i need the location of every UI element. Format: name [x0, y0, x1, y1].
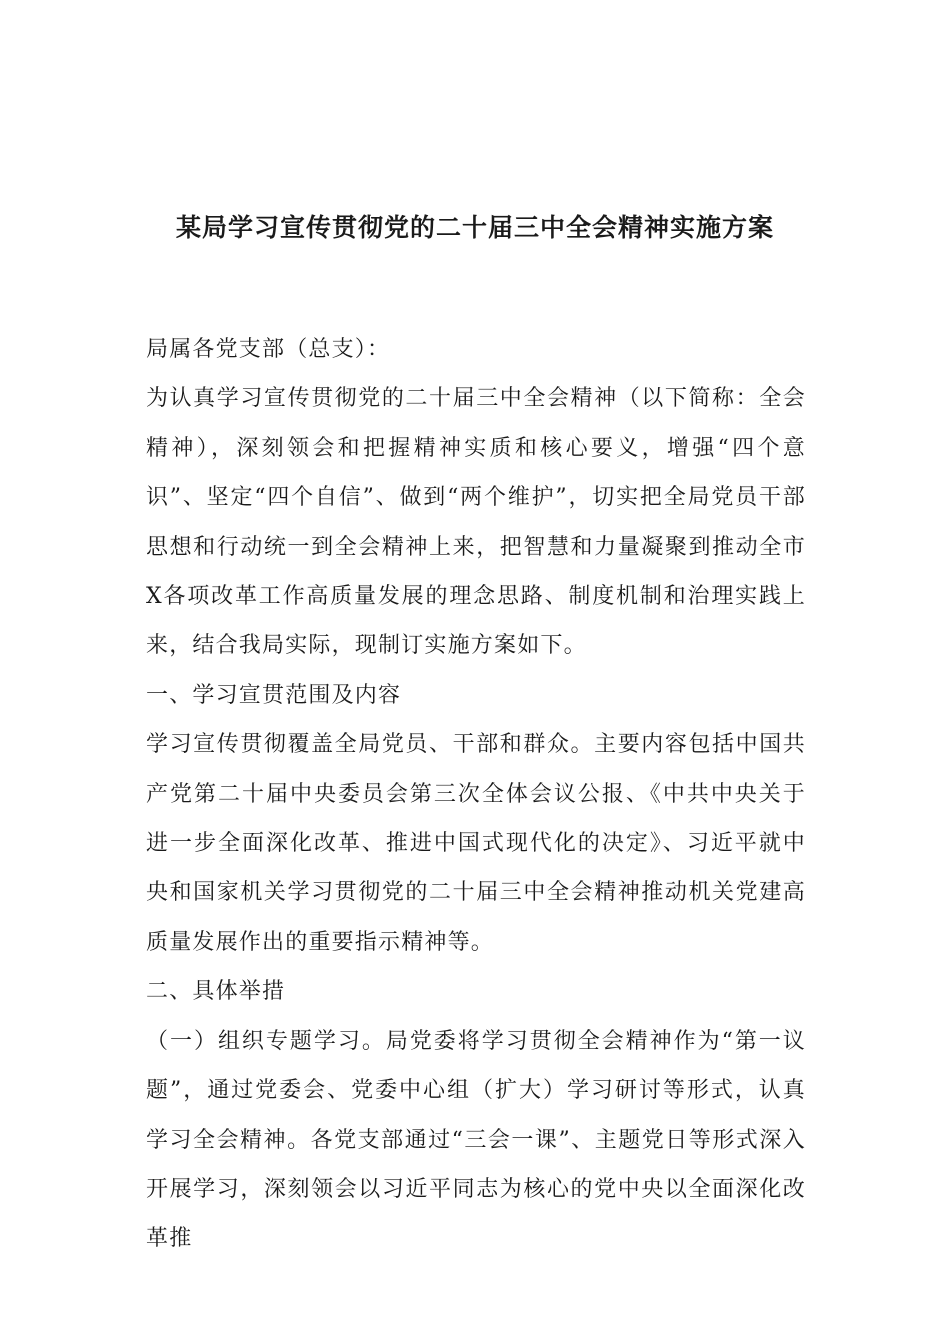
scope-paragraph: 学习宣传贯彻覆盖全局党员、干部和群众。主要内容包括中国共产党第二十届中央委员会第三次全体会议公报、《中共中央关于进一步全面深化改革、推进中国式现代化的决定》、习近平就中央和国家机关学习贯彻党的二十届三中全会精神推动机关党建高质量发展作出的重要指示精神等。	[146, 732, 806, 955]
measures-paragraph: （一）组织专题学习。局党委将学习贯彻全会精神作为“第一议题”，通过党委会、党委中心组（扩大）学习研讨等形式，认真学习全会精神。各党支部通过“三会一课”、主题党日等形式深入开展学习，深刻领会以习近平同志为核心的党中央以全面深化改革推	[146, 1028, 806, 1252]
salutation: 局属各党支部（总支）：	[146, 337, 391, 362]
document-body	[146, 325, 806, 1264]
section-heading-scope: 一、学习宣贯范围及内容	[146, 682, 402, 708]
section-heading-measures: 二、具体举措	[146, 979, 286, 1005]
intro-paragraph: 为认真学习宣传贯彻党的二十届三中全会精神（以下简称：全会精神），深刻领会和把握精神实质和核心要义，增强“四个意识”、坚定“四个自信”、做到“两个维护”，切实把全局党员干部思想和行动统一到全会精神上来，把智慧和力量凝聚到推动全市X各项改革工作高质量发展的理念思路、制度机制和治理实践上来，结合我局实际，现制订实施方案如下。	[146, 386, 806, 659]
document-title: 某局学习宣传贯彻党的二十届三中全会精神实施方案	[175, 213, 774, 242]
